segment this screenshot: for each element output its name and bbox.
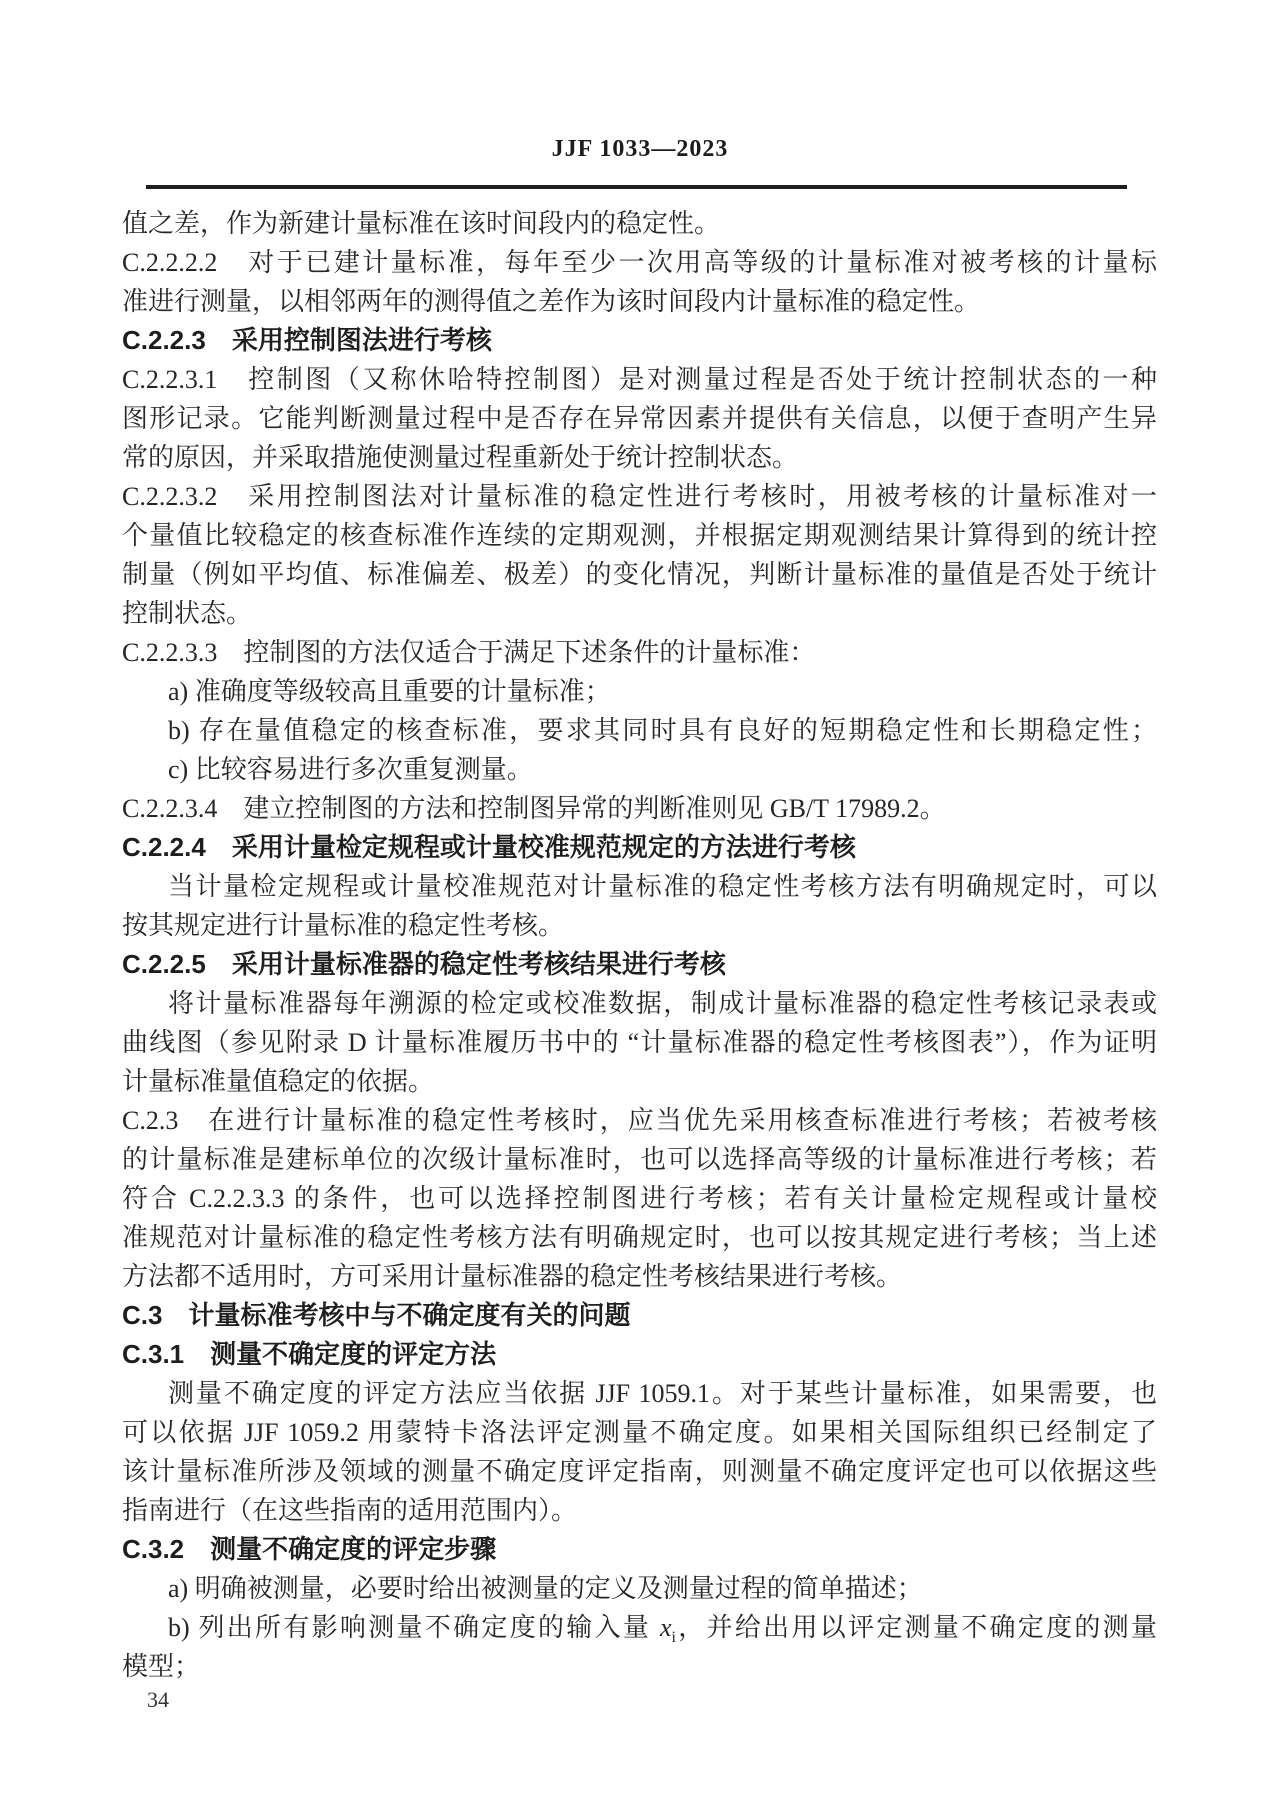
text-line: 该计量标准所涉及领域的测量不确定度评定指南，则测量不确定度评定也可以依据这些 xyxy=(122,1457,1157,1486)
text-line: 可以依据 JJF 1059.2 用蒙特卡洛法评定测量不确定度。如果相关国际组织已经制定了 xyxy=(122,1418,1157,1447)
text-line: c) 比较容易进行多次重复测量。 xyxy=(168,755,533,784)
text-line: 准进行测量，以相邻两年的测得值之差作为该时间段内计量标准的稳定性。 xyxy=(122,287,981,316)
text-line: 计量标准量值稳定的依据。 xyxy=(122,1067,435,1096)
text-line: 模型； xyxy=(122,1652,201,1681)
text-segment: b) 列出所有影响测量不确定度的输入量 xyxy=(168,1613,660,1642)
text-line: 制量（例如平均值、标准偏差、极差）的变化情况，判断计量标准的量值是否处于统计 xyxy=(122,560,1157,589)
text-line: 指南进行（在这些指南的适用范围内）。 xyxy=(122,1496,578,1525)
text-line: 测量不确定度的评定方法应当依据 JJF 1059.1。对于某些计量标准，如果需要，也 xyxy=(168,1379,1157,1408)
text-line xyxy=(122,1608,1157,1647)
text-line: C.2.2.3.1 控制图（又称休哈特控制图）是对测量过程是否处于统计控制状态的一种 xyxy=(122,365,1157,394)
section-heading: C.2.2.5 采用计量标准器的稳定性考核结果进行考核 xyxy=(122,949,726,979)
text-line: C.2.2.3.3 控制图的方法仅适合于满足下述条件的计量标准： xyxy=(122,638,816,667)
page-number: 34 xyxy=(147,1687,169,1712)
text-line: 方法都不适用时，方可采用计量标准器的稳定性考核结果进行考核。 xyxy=(122,1262,903,1291)
text-segment: ，并给出用以评定测量不确定度的测量 xyxy=(675,1613,1157,1642)
formula-subscript: i xyxy=(671,1629,676,1647)
document-body xyxy=(122,204,1157,1686)
text-line: 图形记录。它能判断测量过程中是否存在异常因素并提供有关信息，以便于查明产生异 xyxy=(122,404,1157,433)
text-line: 常的原因，并采取措施使测量过程重新处于统计控制状态。 xyxy=(122,443,799,472)
header-rule xyxy=(146,185,1127,189)
text-line: 曲线图（参见附录 D 计量标准履历书中的 “计量标准器的稳定性考核图表”），作为证明 xyxy=(122,1028,1157,1057)
section-heading: C.3 计量标准考核中与不确定度有关的问题 xyxy=(122,1300,631,1330)
section-heading: C.2.2.4 采用计量检定规程或计量校准规范规定的方法进行考核 xyxy=(122,832,856,862)
text-line: 准规范对计量标准的稳定性考核方法有明确规定时，也可以按其规定进行考核；当上述 xyxy=(122,1223,1157,1252)
section-heading: C.3.1 测量不确定度的评定方法 xyxy=(122,1339,497,1369)
text-line: b) 存在量值稳定的核查标准，要求其同时具有良好的短期稳定性和长期稳定性； xyxy=(168,716,1157,745)
text-line: C.2.3 在进行计量标准的稳定性考核时，应当优先采用核查标准进行考核；若被考核 xyxy=(122,1106,1157,1135)
formula-variable: x xyxy=(659,1613,672,1642)
text-line: 个量值比较稳定的核查标准作连续的定期观测，并根据定期观测结果计算得到的统计控 xyxy=(122,521,1157,550)
text-line: 符合 C.2.2.3.3 的条件，也可以选择控制图进行考核；若有关计量检定规程或计量校 xyxy=(122,1184,1157,1213)
text-line: 当计量检定规程或计量校准规范对计量标准的稳定性考核方法有明确规定时，可以 xyxy=(168,872,1157,901)
text-line: a) 明确被测量，必要时给出被测量的定义及测量过程的简单描述； xyxy=(168,1574,923,1603)
text-line: 控制状态。 xyxy=(122,599,253,628)
page-header-title: JJF 1033—2023 xyxy=(551,136,729,162)
text-line: C.2.2.3.4 建立控制图的方法和控制图异常的判断准则见 GB/T 17989.2。 xyxy=(122,794,946,823)
section-heading: C.3.2 测量不确定度的评定步骤 xyxy=(122,1534,497,1564)
text-line: 将计量标准器每年溯源的检定或校准数据，制成计量标准器的稳定性考核记录表或 xyxy=(168,989,1157,1018)
text-line: 值之差，作为新建计量标准在该时间段内的稳定性。 xyxy=(122,209,721,238)
text-line: 的计量标准是建标单位的次级计量标准时，也可以选择高等级的计量标准进行考核；若 xyxy=(122,1145,1157,1174)
text-line: 按其规定进行计量标准的稳定性考核。 xyxy=(122,911,565,940)
text-line: a) 准确度等级较高且重要的计量标准； xyxy=(168,677,611,706)
text-line: C.2.2.2.2 对于已建计量标准，每年至少一次用高等级的计量标准对被考核的计量标 xyxy=(122,248,1157,277)
section-heading: C.2.2.3 采用控制图法进行考核 xyxy=(122,325,492,355)
text-line: C.2.2.3.2 采用控制图法对计量标准的稳定性进行考核时，用被考核的计量标准对一 xyxy=(122,482,1157,511)
